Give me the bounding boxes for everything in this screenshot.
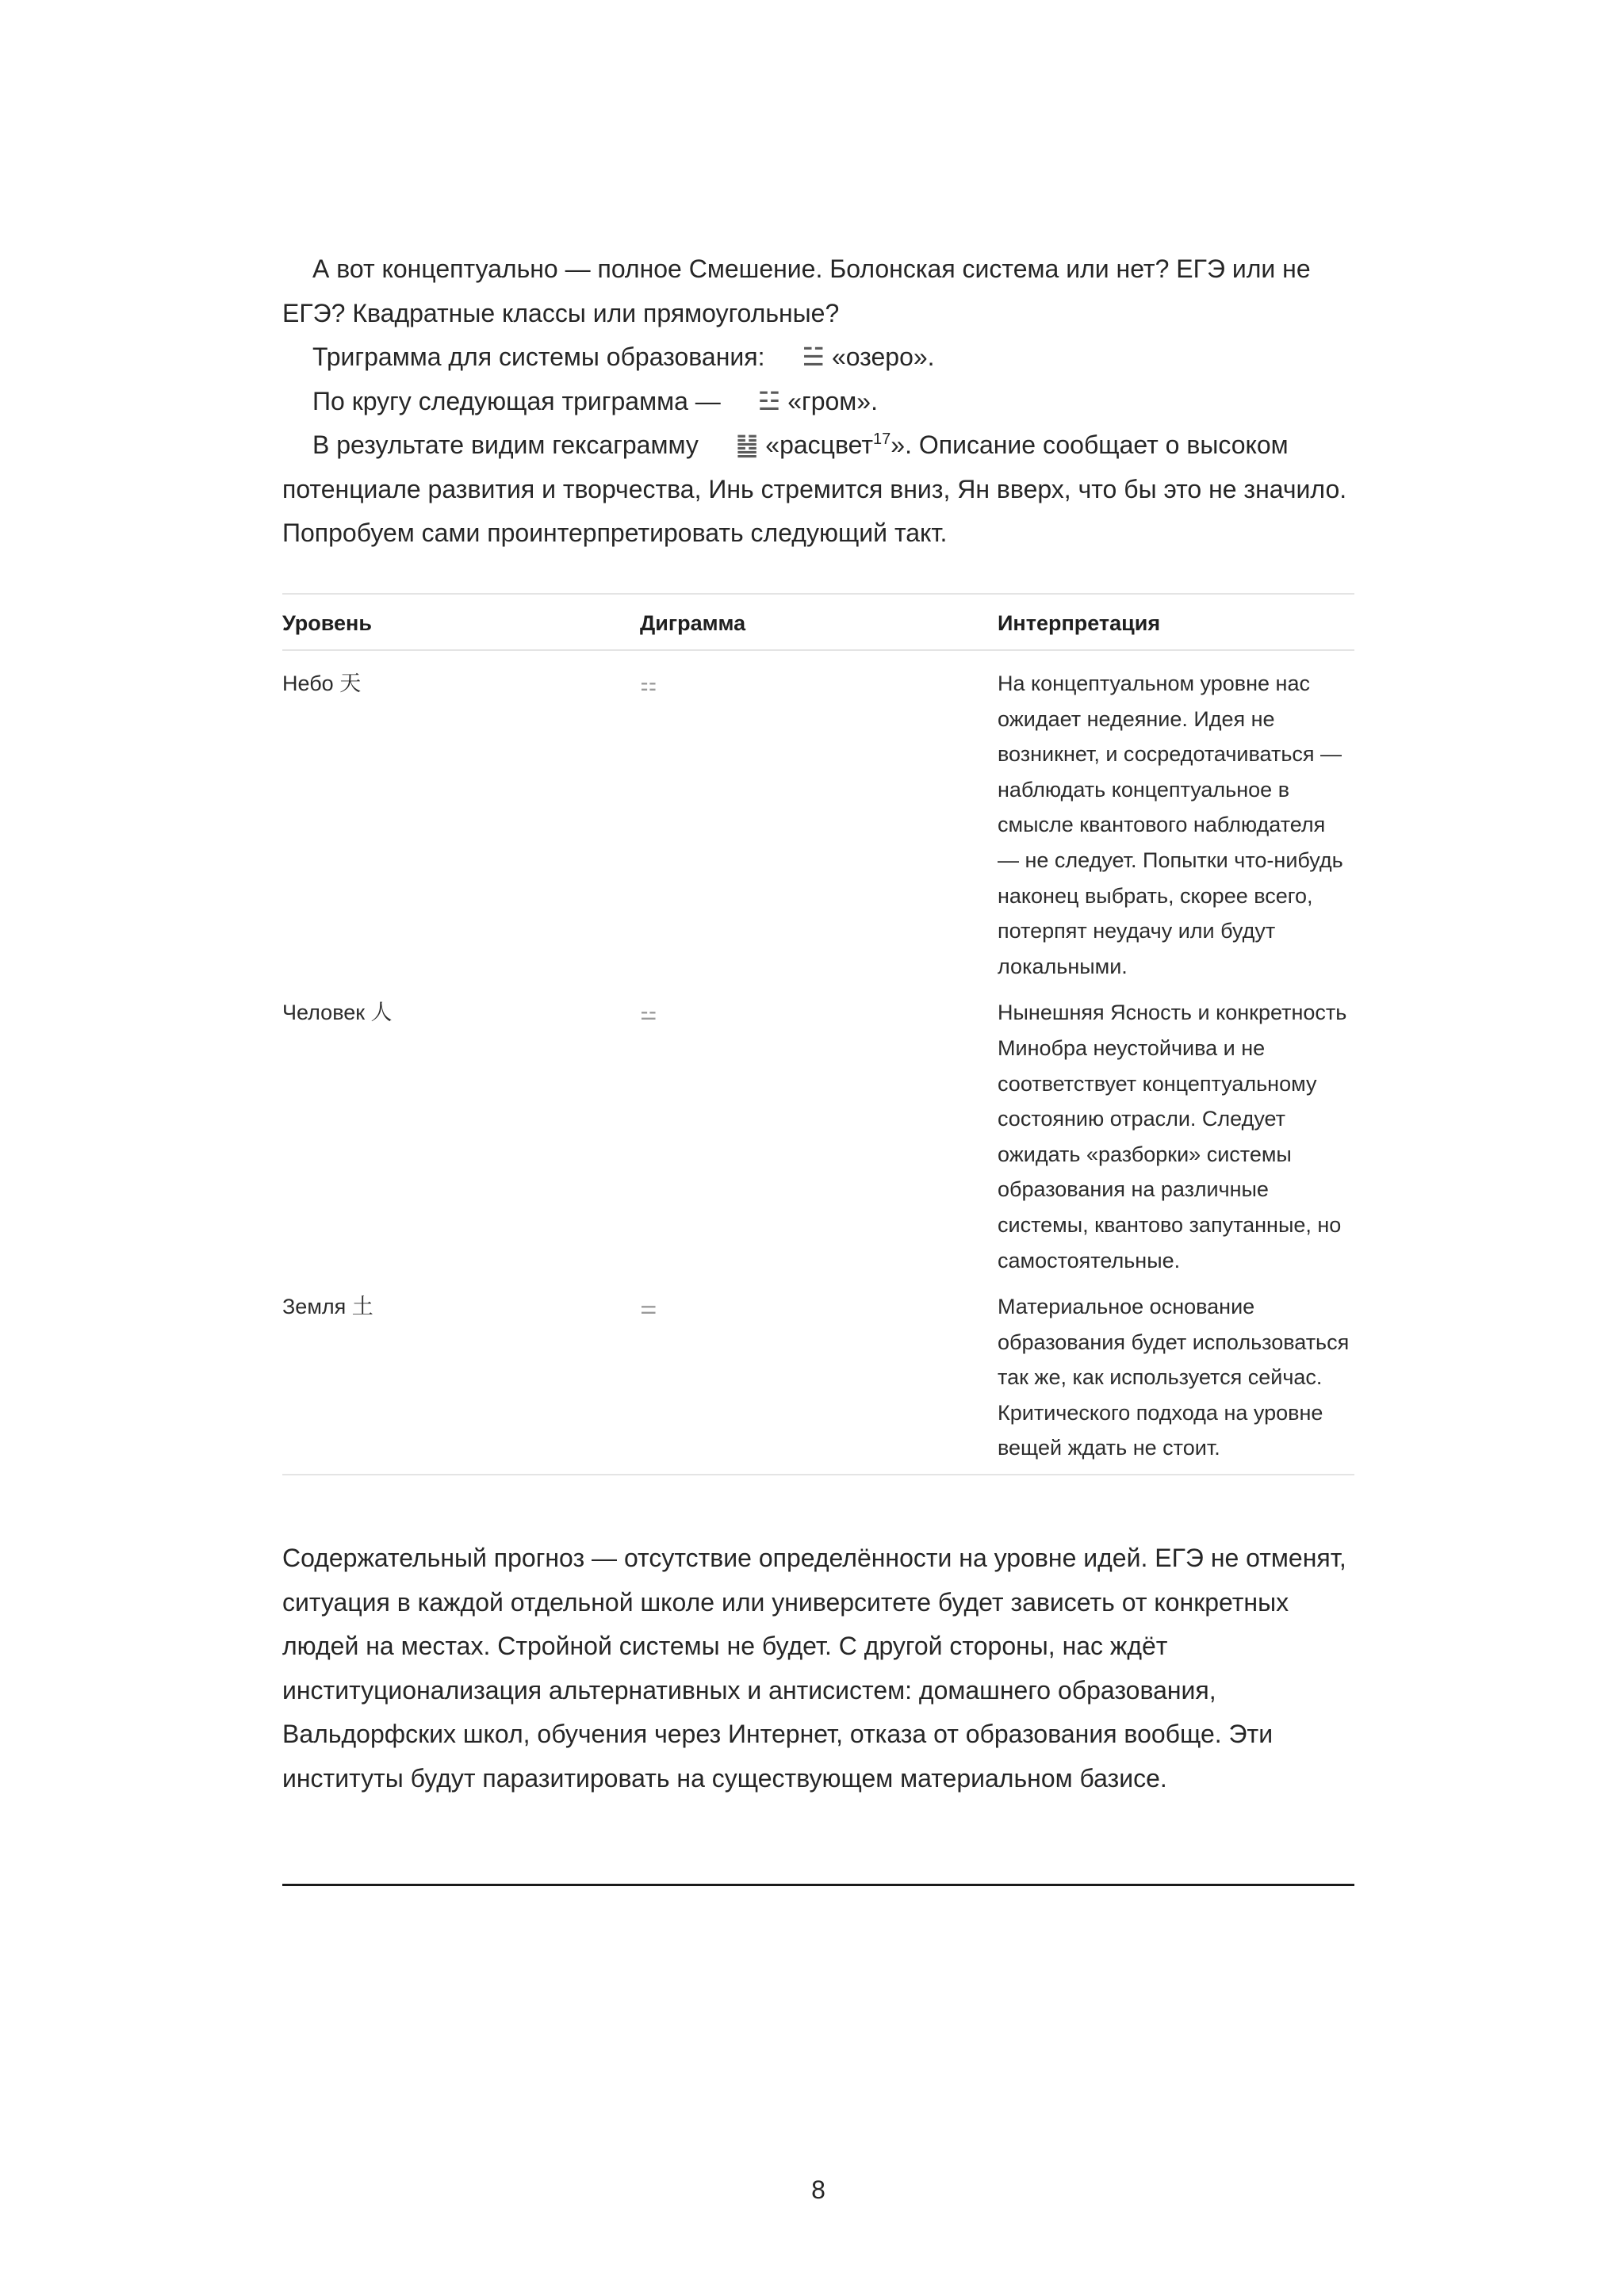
interpretation-cell: На концептуальном уровне нас ожидает недеяние. Идея не возникнет, и сосредотачиваться — наблюдать концептуальное в смысле квантового наблюдателя — не следует. Попытки что-нибудь наконец выбрать, скорее всего, потерпят неудачу или будут локальными.	[998, 672, 1343, 978]
digram-cell	[640, 984, 998, 1278]
table-row	[282, 1278, 1354, 1475]
interpretation-table	[282, 593, 1354, 1475]
hexagram-icon: ䷵	[735, 430, 759, 459]
header-digram: Диграмма	[640, 594, 998, 650]
paragraph-trigram-education	[282, 335, 1354, 380]
hexagram-word: «расцвет	[758, 430, 874, 459]
intro-section	[282, 247, 1354, 556]
table-row	[282, 650, 1354, 984]
header-level: Уровень	[282, 594, 640, 650]
hexagram-tail: ». Описание сообщает о высоком потенциале развития и творчества, Инь стремится вниз, Ян вверх, что бы это не значило. Попробуем сами проинтерпретировать следующий такт.	[282, 430, 1347, 547]
digram-yang-yang-icon: ⚌	[640, 1297, 657, 1319]
page-number: 8	[811, 2175, 825, 2204]
hexagram-text: В результате видим гексаграмму	[312, 430, 706, 459]
digram-yin-yin-icon: ⚏	[640, 674, 657, 695]
trigram-education-tail: «озеро».	[825, 342, 935, 371]
interpretation-cell: Нынешняя Ясность и конкретность Минобра неустойчива и не соответствует концептуальному состоянию отрасли. Следует ожидать «разборки» системы образования на различные системы, квантово запутанные, но самостоятельные.	[998, 1001, 1347, 1272]
table-header-row	[282, 594, 1354, 650]
level-cell: Человек 人	[282, 1001, 393, 1025]
digram-cell	[640, 1278, 998, 1475]
level-cell: Земля 土	[282, 1295, 373, 1319]
interpretation-cell: Материальное основание образования будет использоваться так же, как используется сейчас. Критического подхода на уровне вещей ждать не стоит.	[998, 1295, 1350, 1460]
footnote-divider	[282, 1884, 1354, 1886]
header-interpretation: Интерпретация	[998, 594, 1354, 650]
forecast-paragraph: Содержательный прогноз — отсутствие определённости на уровне идей. ЕГЭ не отменят, ситуация в каждой отдельной школе или университете будет зависеть от конкретных людей на местах. Стройной системы не будет. С другой стороны, нас ждёт институционализация альтернативных и антисистем: домашнего образования, Вальдорфских школ, обучения через Интернет, отказа от образования вообще. Эти институты будут паразитировать на существующем материальном базисе.	[282, 1544, 1346, 1793]
paragraph-mixing: А вот концептуально — полное Смешение. Болонская система или нет? ЕГЭ или не ЕГЭ? Квадратные классы или прямоугольные?	[282, 254, 1311, 327]
digram-yin-yang-icon: ⚍	[640, 1003, 657, 1025]
trigram-education-text: Триграмма для системы образования:	[312, 342, 772, 371]
footnote-ref[interactable]: 17	[873, 430, 891, 448]
paragraph-hexagram	[282, 423, 1354, 556]
level-cell: Небо 天	[282, 672, 362, 695]
digram-cell	[640, 650, 998, 984]
paragraph-trigram-next	[282, 380, 1354, 424]
lake-trigram-icon: ☱	[802, 342, 825, 371]
trigram-next-tail: «гром».	[780, 386, 878, 415]
table-row	[282, 984, 1354, 1278]
thunder-trigram-icon: ☳	[757, 386, 781, 415]
trigram-next-text: По кругу следующая триграмма —	[312, 386, 728, 415]
